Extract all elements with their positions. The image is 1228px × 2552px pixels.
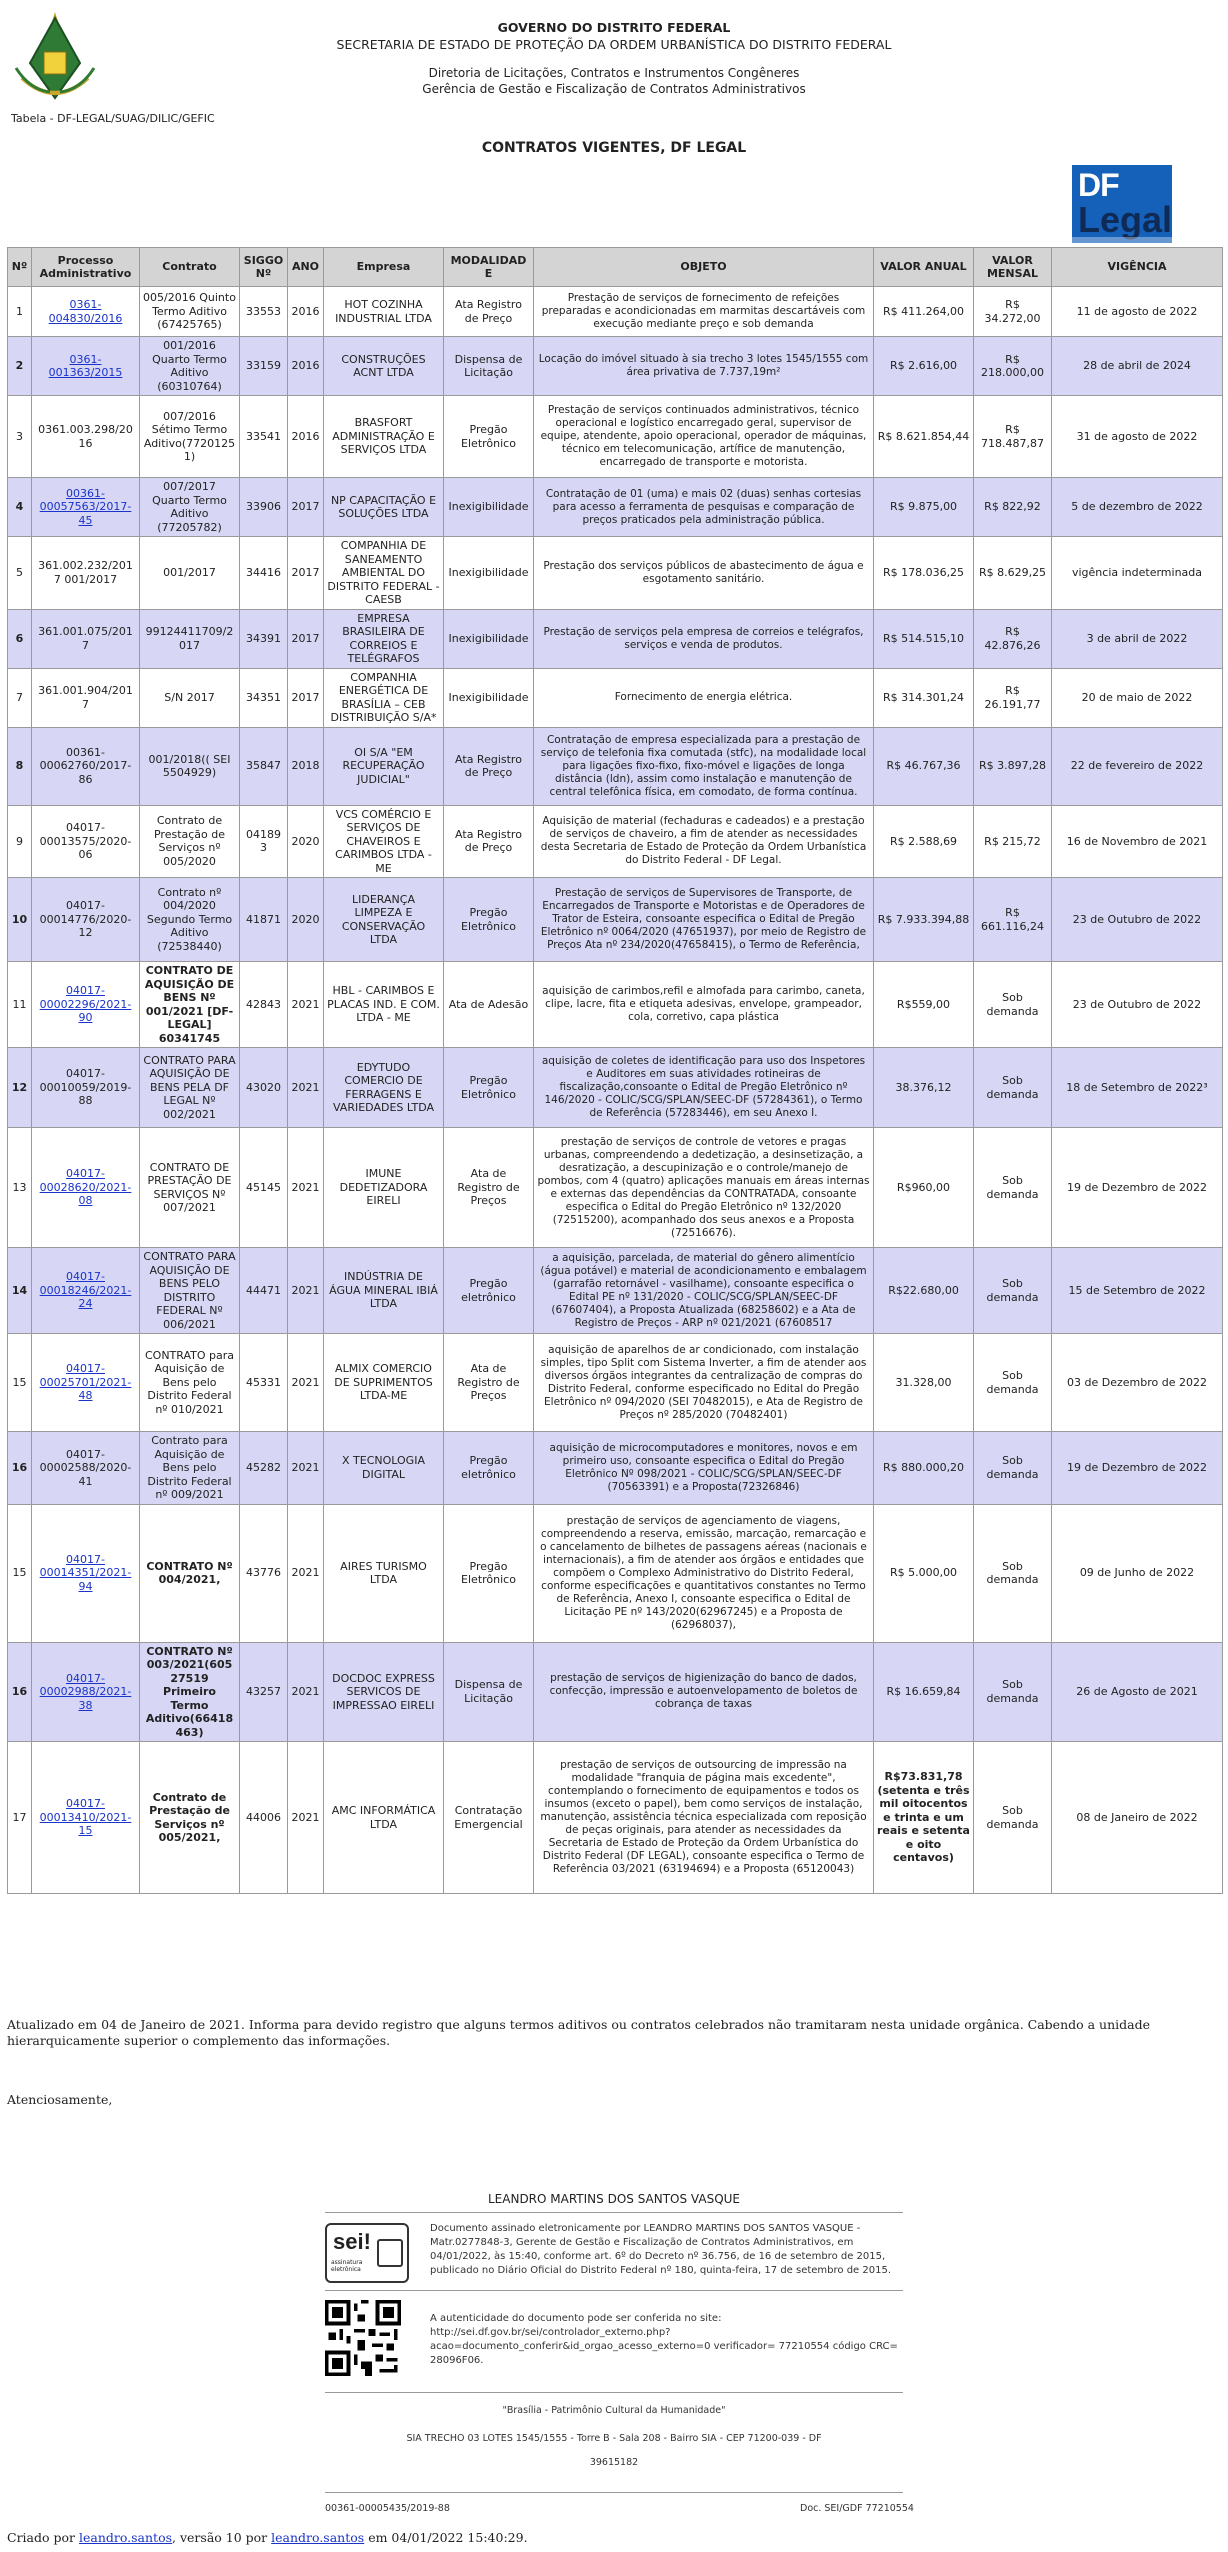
table-row: [8, 287, 1223, 337]
divider: [325, 2392, 903, 2393]
cell-ano: 2016: [288, 396, 324, 478]
cell-siggo: 33541: [240, 396, 288, 478]
cell-empresa: AMC INFORMÁTICA LTDA: [324, 1742, 444, 1894]
cell-objeto: Prestação de serviços pela empresa de correios e telégrafos, serviços e venda de produtos.: [534, 609, 874, 668]
cell-siggo: 33159: [240, 337, 288, 396]
process-link[interactable]: 04017-00002296/2021-90: [39, 984, 132, 1025]
brasilia-motto: "Brasília - Patrimônio Cultural da Humanidade": [502, 2405, 726, 2416]
cell-vigencia: 19 de Dezembro de 2022: [1052, 1128, 1223, 1248]
table-row: [8, 1432, 1223, 1505]
cell-n: 15: [8, 1504, 32, 1642]
cell-mensal: R$ 34.272,00: [974, 287, 1052, 337]
cell-n: 11: [8, 962, 32, 1048]
cell-proc: 361.002.232/2017 001/2017: [32, 537, 140, 610]
cell-proc: 361.001.904/2017: [32, 668, 140, 727]
cell-mensal: Sob demanda: [974, 1248, 1052, 1334]
cell-mensal: R$ 26.191,77: [974, 668, 1052, 727]
process-link[interactable]: 04017-00014351/2021-94: [39, 1552, 132, 1593]
process-link[interactable]: 04017-00028620/2021-08: [39, 1167, 132, 1208]
created-prefix: Criado por: [7, 2530, 75, 2545]
cell-modalidade: Inexigibilidade: [444, 668, 534, 727]
cell-ano: 2017: [288, 668, 324, 727]
column-header: OBJETO: [534, 248, 874, 287]
cell-vigencia: 08 de Janeiro de 2022: [1052, 1742, 1223, 1894]
column-header: VALOR ANUAL: [874, 248, 974, 287]
cell-contrato: 99124411709/2017: [140, 609, 240, 668]
cell-siggo: 43257: [240, 1642, 288, 1742]
cell-vigencia: 16 de Novembro de 2021: [1052, 805, 1223, 878]
creation-info: [7, 2530, 528, 2545]
cell-modalidade: Inexigibilidade: [444, 478, 534, 537]
cell-ano: 2020: [288, 878, 324, 962]
cell-siggo: 34351: [240, 668, 288, 727]
cell-proc: [32, 962, 140, 1048]
column-header: ANO: [288, 248, 324, 287]
cell-contrato: CONTRATO PARA AQUISIÇÃO DE BENS PELA DF LEGAL Nº 002/2021: [140, 1048, 240, 1128]
verification-text: A autenticidade do documento pode ser conferida no site: http://sei.df.gov.br/sei/controlador_externo.php?acao=documento_conferir&id_orgao_acesso_externo=0 verificador= 77210554 código CRC= 28096F06.: [430, 2313, 898, 2366]
cell-vigencia: 03 de Dezembro de 2022: [1052, 1334, 1223, 1432]
cell-proc: 04017-00002588/2020-41: [32, 1432, 140, 1505]
divider: [325, 2492, 903, 2493]
cell-empresa: EMPRESA BRASILEIRA DE CORREIOS E TELÉGRAFOS: [324, 609, 444, 668]
cell-objeto: Aquisição de material (fechaduras e cadeados) e a prestação de serviços de chaveiro, a fim de atender as necessidades desta Secretaria de Estado de Proteção da Ordem Urbanística do Distrito Federal - DF Legal.: [534, 805, 874, 878]
modified-user-link[interactable]: leandro.santos: [271, 2530, 365, 2545]
cell-modalidade: Inexigibilidade: [444, 537, 534, 610]
cell-n: 2: [8, 337, 32, 396]
process-link[interactable]: 04017-00018246/2021-24: [39, 1270, 132, 1311]
cell-objeto: Contratação de 01 (uma) e mais 02 (duas) senhas cortesias para acesso a ferramenta de pesquisas e comparação de preços praticados pela administração pública.: [534, 478, 874, 537]
cell-anual: R$ 46.767,36: [874, 727, 974, 805]
column-header: SIGGO Nº: [240, 248, 288, 287]
cell-n: 4: [8, 478, 32, 537]
cell-empresa: CONSTRUÇÕES ACNT LTDA: [324, 337, 444, 396]
cell-n: 17: [8, 1742, 32, 1894]
cell-modalidade: Pregão Eletrônico: [444, 1048, 534, 1128]
cell-objeto: Prestação de serviços de fornecimento de refeições preparadas e acondicionadas em marmitas descartáveis com execução mediante preço e sob demanda: [534, 287, 874, 337]
cell-mensal: Sob demanda: [974, 1742, 1052, 1894]
cell-ano: 2020: [288, 805, 324, 878]
lock-icon: [377, 2239, 403, 2267]
document-reference: Doc. SEI/GDF 77210554: [800, 2503, 914, 2514]
cell-contrato: Contrato de Prestação de Serviços nº 005/2020: [140, 805, 240, 878]
cell-anual: R$ 5.000,00: [874, 1504, 974, 1642]
cell-modalidade: Inexigibilidade: [444, 609, 534, 668]
cell-objeto: Prestação dos serviços públicos de abastecimento de água e esgotamento sanitário.: [534, 537, 874, 610]
cell-anual: R$ 9.875,00: [874, 478, 974, 537]
cell-empresa: COMPANHIA ENERGÉTICA DE BRASÍLIA – CEB DISTRIBUIÇÃO S/A*: [324, 668, 444, 727]
cell-objeto: aquisição de aparelhos de ar condicionado, com instalação simples, tipo Split com Sistema Inverter, a fim de atender aos diversos órgãos integrantes da centralização de compras do Distrito Federal, conforme especificado no Edital do Pregão Eletrônico nº 094/2020 (SEI 70482015), e Ata de Registro de Preços nº 285/2020 (70482401): [534, 1334, 874, 1432]
cell-siggo: 33906: [240, 478, 288, 537]
cell-objeto: Contratação de empresa especializada para a prestação de serviço de telefonia fixa comutada (stfc), na modalidade local para ligações fixo-fixo, fixo-móvel e ligações de longa distância (ldn), assim como instalação e manutenção de central telefônica física, em comodato, de forma contínua.: [534, 727, 874, 805]
cell-objeto: aquisição de microcomputadores e monitores, novos e em primeiro uso, consoante especifica o Edital do Pregão Eletrônico Nº 098/2021 - COLIC/SCG/SPLAN/SEEC-DF (70563391) e a Proposta(72326846): [534, 1432, 874, 1505]
cell-n: 6: [8, 609, 32, 668]
cell-siggo: 44006: [240, 1742, 288, 1894]
government-name: GOVERNO DO DISTRITO FEDERAL: [497, 20, 731, 35]
cell-mensal: R$ 718.487,87: [974, 396, 1052, 478]
created-user-link[interactable]: leandro.santos: [78, 2530, 173, 2545]
cell-n: 10: [8, 878, 32, 962]
cell-objeto: Locação do imóvel situado à sia trecho 3 lotes 1545/1555 com área privativa de 7.737,19m²: [534, 337, 874, 396]
cell-anual: R$ 2.616,00: [874, 337, 974, 396]
cell-empresa: VCS COMÉRCIO E SERVIÇOS DE CHAVEIROS E CARIMBOS LTDA - ME: [324, 805, 444, 878]
column-header: VALOR MENSAL: [974, 248, 1052, 287]
table-row: [8, 1048, 1223, 1128]
cell-vigencia: 3 de abril de 2022: [1052, 609, 1223, 668]
cell-mensal: R$ 661.116,24: [974, 878, 1052, 962]
cell-siggo: 45145: [240, 1128, 288, 1248]
process-link[interactable]: 0361-004830/2016: [48, 298, 123, 325]
cell-n: 3: [8, 396, 32, 478]
table-row: [8, 878, 1223, 962]
cell-vigencia: 28 de abril de 2024: [1052, 337, 1223, 396]
cell-anual: 38.376,12: [874, 1048, 974, 1128]
cell-n: 5: [8, 537, 32, 610]
process-link[interactable]: 0361-001363/2015: [48, 352, 123, 379]
cell-siggo: 45282: [240, 1432, 288, 1505]
cell-ano: 2021: [288, 1432, 324, 1505]
cell-objeto: a aquisição, parcelada, de material do gênero alimentício (água potável) e material de acondicionamento e embalagem (garrafão retornável - vasilhame), consoante especifica o Edital PE nº 131/2020 - COLIC/SCG/SPLAN/SEEC-DF (67607404), a Proposta Atualizada (68258602) e a Ata de Registro de Preços - ARP nº 021/2021 (67608517: [534, 1248, 874, 1334]
cell-vigencia: 22 de fevereiro de 2022: [1052, 727, 1223, 805]
cell-modalidade: Contratação Emergencial: [444, 1742, 534, 1894]
document-header: [0, 0, 1228, 170]
cell-mensal: Sob demanda: [974, 1128, 1052, 1248]
cell-mensal: Sob demanda: [974, 1048, 1052, 1128]
cell-contrato: 001/2018(( SEI 5504929): [140, 727, 240, 805]
cell-n: 15: [8, 1334, 32, 1432]
cell-n: 13: [8, 1128, 32, 1248]
cell-anual: R$ 2.588,69: [874, 805, 974, 878]
cell-siggo: 43776: [240, 1504, 288, 1642]
column-header: Empresa: [324, 248, 444, 287]
table-row: [8, 1128, 1223, 1248]
cell-proc: [32, 1334, 140, 1432]
cell-proc: 00361-00062760/2017-86: [32, 727, 140, 805]
cell-empresa: HBL - CARIMBOS E PLACAS IND. E COM. LTDA - ME: [324, 962, 444, 1048]
cell-contrato: 001/2017: [140, 537, 240, 610]
sign-off: Atenciosamente,: [7, 2092, 113, 2107]
logo-text-bottom: Legal: [1078, 199, 1173, 240]
cell-ano: 2021: [288, 962, 324, 1048]
cell-ano: 2017: [288, 478, 324, 537]
cell-siggo: 041893: [240, 805, 288, 878]
cell-siggo: 34416: [240, 537, 288, 610]
table-row: [8, 805, 1223, 878]
cell-vigencia: 15 de Setembro de 2022: [1052, 1248, 1223, 1334]
table-row: [8, 1642, 1223, 1742]
cell-empresa: DOCDOC EXPRESS SERVICOS DE IMPRESSAO EIRELI: [324, 1642, 444, 1742]
table-row: [8, 478, 1223, 537]
cell-empresa: EDYTUDO COMERCIO DE FERRAGENS E VARIEDADES LTDA: [324, 1048, 444, 1128]
cell-mensal: R$ 822,92: [974, 478, 1052, 537]
logo-text-top: DF: [1078, 167, 1119, 203]
cell-contrato: CONTRATO para Aquisição de Bens pelo Distrito Federal nº 010/2021: [140, 1334, 240, 1432]
cell-vigencia: 19 de Dezembro de 2022: [1052, 1432, 1223, 1505]
table-header-row: [8, 248, 1223, 287]
table-row: [8, 1504, 1223, 1642]
cell-empresa: COMPANHIA DE SANEAMENTO AMBIENTAL DO DISTRITO FEDERAL - CAESB: [324, 537, 444, 610]
cell-anual: R$ 16.659,84: [874, 1642, 974, 1742]
cell-contrato: Contrato de Prestação de Serviços nº 005/2021,: [140, 1742, 240, 1894]
table-row: [8, 1248, 1223, 1334]
cell-modalidade: Dispensa de Licitação: [444, 1642, 534, 1742]
cell-contrato: Contrato para Aquisição de Bens pelo Distrito Federal nº 009/2021: [140, 1432, 240, 1505]
cell-proc: [32, 1504, 140, 1642]
divider: [325, 2290, 903, 2291]
address: SIA TRECHO 03 LOTES 1545/1555 - Torre B - Sala 208 - Bairro SIA - CEP 71200-039 - DF: [406, 2433, 822, 2444]
cell-ano: 2021: [288, 1504, 324, 1642]
cell-objeto: aquisição de coletes de identificação para uso dos Inspetores e Auditores em suas atividades rotineiras de fiscalização,consoante o Edital de Pregão Eletrônico nº 146/2020 - COLIC/SCG/SPLAN/SEEC-DF (57284361), o Termo de Referência (57283446), em seu Anexo I.: [534, 1048, 874, 1128]
cell-modalidade: Pregão Eletrônico: [444, 1504, 534, 1642]
cell-objeto: prestação de serviços de outsourcing de impressão na modalidade "franquia de página mais excedente", contemplando o fornecimento de equipamentos e todos os insumos (exceto o papel), bem como serviços de instalação, manutenção, assistência técnica especializada com reposição de peças originais, para atender as necessidades da Secretaria de Estado de Proteção da Ordem Urbanística do Distrito Federal (DF LEGAL), consoante especifica o Termo de Referência 03/2021 (63194694) e a Proposta (65120043): [534, 1742, 874, 1894]
cell-empresa: IMUNE DEDETIZADORA EIRELI: [324, 1128, 444, 1248]
cell-contrato: Contrato nº 004/2020 Segundo Termo Aditivo (72538440): [140, 878, 240, 962]
cell-ano: 2021: [288, 1334, 324, 1432]
cell-vigencia: 11 de agosto de 2022: [1052, 287, 1223, 337]
cell-proc: 361.001.075/2017: [32, 609, 140, 668]
cell-anual: R$559,00: [874, 962, 974, 1048]
cell-siggo: 43020: [240, 1048, 288, 1128]
cell-n: 1: [8, 287, 32, 337]
cell-objeto: aquisição de carimbos,refil e almofada para carimbo, caneta, clipe, lacre, fita e etiqueta adesivas, envelope, grampeador, cola, corretivo, capa plástica: [534, 962, 874, 1048]
cell-modalidade: Ata Registro de Preço: [444, 727, 534, 805]
cell-mensal: Sob demanda: [974, 1432, 1052, 1505]
cell-empresa: BRASFORT ADMINISTRAÇÃO E SERVIÇOS LTDA: [324, 396, 444, 478]
cell-mensal: R$ 218.000,00: [974, 337, 1052, 396]
management-name: Gerência de Gestão e Fiscalização de Contratos Administrativos: [422, 82, 806, 96]
process-link[interactable]: 04017-00025701/2021-48: [39, 1362, 132, 1403]
cell-empresa: LIDERANÇA LIMPEZA E CONSERVAÇÃO LTDA: [324, 878, 444, 962]
cell-objeto: Prestação de serviços de Supervisores de Transporte, de Encarregados de Transporte e Motoristas e de Operadores de Trator de Esteira, consoante especifica o Edital de Pregão Eletrônico nº 0064/2020 (47651937), por meio de Registro de Preços Ata nº 234/2020(47658415), o Termo de Referência,: [534, 878, 874, 962]
cell-anual: R$ 411.264,00: [874, 287, 974, 337]
column-header: Contrato: [140, 248, 240, 287]
qr-code-icon: [325, 2300, 401, 2376]
cell-ano: 2017: [288, 609, 324, 668]
cell-mensal: Sob demanda: [974, 962, 1052, 1048]
signature-statement: Documento assinado eletronicamente por LEANDRO MARTINS DOS SANTOS VASQUE - Matr.0277848-3, Gerente de Gestão e Fiscalização de Contratos Administrativos, em 04/01/2022, às 15:40, conforme art. 6º do Decreto nº 36.756, de 16 de setembro de 2015, publicado no Diário Oficial do Distrito Federal nº 180, quinta-feira, 17 de setembro de 2015.: [430, 2223, 892, 2276]
cell-contrato: 007/2016 Sétimo Termo Aditivo(77201251): [140, 396, 240, 478]
cell-anual: R$22.680,00: [874, 1248, 974, 1334]
cell-anual: 31.328,00: [874, 1334, 974, 1432]
cell-anual: R$ 514.515,10: [874, 609, 974, 668]
cell-modalidade: Dispensa de Licitação: [444, 337, 534, 396]
cell-proc: 0361.003.298/2016: [32, 396, 140, 478]
column-header: Nº: [8, 248, 32, 287]
update-note: Atualizado em 04 de Janeiro de 2021. Informa para devido registro que alguns termos aditivos ou contratos celebrados não tramitaram nesta unidade orgânica. Cabendo a unidade hierarquicamente superior o complemento das informações.: [7, 2017, 1150, 2048]
cell-mensal: R$ 42.876,26: [974, 609, 1052, 668]
cell-vigencia: vigência indeterminada: [1052, 537, 1223, 610]
created-mid: , versão 10 por: [172, 2530, 268, 2545]
divider: [325, 2212, 903, 2213]
cell-ano: 2016: [288, 337, 324, 396]
process-link[interactable]: 04017-00002988/2021-38: [39, 1671, 132, 1712]
cell-modalidade: Ata de Registro de Preços: [444, 1334, 534, 1432]
cell-empresa: HOT COZINHA INDUSTRIAL LTDA: [324, 287, 444, 337]
cell-proc: [32, 337, 140, 396]
cell-vigencia: 31 de agosto de 2022: [1052, 396, 1223, 478]
column-header: VIGÊNCIA: [1052, 248, 1223, 287]
created-suffix: em 04/01/2022 15:40:29.: [368, 2530, 528, 2545]
cell-siggo: 34391: [240, 609, 288, 668]
cell-mensal: R$ 3.897,28: [974, 727, 1052, 805]
cell-vigencia: 23 de Outubro de 2022: [1052, 962, 1223, 1048]
cell-anual: R$960,00: [874, 1128, 974, 1248]
cell-anual: R$73.831,78 (setenta e três mil oitocentos e trinta e um reais e setenta e oito centavos): [874, 1742, 974, 1894]
contracts-table: [7, 247, 1223, 1894]
cell-vigencia: 20 de maio de 2022: [1052, 668, 1223, 727]
cell-modalidade: Pregão Eletrônico: [444, 396, 534, 478]
process-reference: 00361-00005435/2019-88: [325, 2503, 450, 2514]
cell-siggo: 41871: [240, 878, 288, 962]
cell-ano: 2017: [288, 537, 324, 610]
cell-empresa: INDÚSTRIA DE ÁGUA MINERAL IBIÁ LTDA: [324, 1248, 444, 1334]
cell-empresa: ALMIX COMERCIO DE SUPRIMENTOS LTDA-ME: [324, 1334, 444, 1432]
cell-modalidade: Ata de Registro de Preços: [444, 1128, 534, 1248]
cell-modalidade: Pregão eletrônico: [444, 1432, 534, 1505]
cell-anual: R$ 7.933.394,88: [874, 878, 974, 962]
cell-contrato: CONTRATO DE PRESTAÇÃO DE SERVIÇOS Nº 007/2021: [140, 1128, 240, 1248]
cell-siggo: 33553: [240, 287, 288, 337]
cell-n: 16: [8, 1642, 32, 1742]
cell-objeto: prestação de serviços de controle de vetores e pragas urbanas, compreendendo a dedetização, a desinsetização, a desratização, a descupinização e o controle/manejo de pombos, com 4 (quatro) aplicações manuais em áreas internas e externas das dependências da CONTRATADA, consoante especifica o Edital do Pregão Eletrônico nº 132/2020 (72515200), acompanhado dos seus anexos e a Proposta (72516676).: [534, 1128, 874, 1248]
cell-siggo: 35847: [240, 727, 288, 805]
table-reference: Tabela - DF-LEGAL/SUAG/DILIC/GEFIC: [11, 112, 215, 125]
cell-n: 9: [8, 805, 32, 878]
sei-logo: [325, 2223, 409, 2283]
table-row: [8, 337, 1223, 396]
cell-ano: 2021: [288, 1248, 324, 1334]
cell-siggo: 44471: [240, 1248, 288, 1334]
table-row: [8, 1334, 1223, 1432]
cell-contrato: 001/2016 Quarto Termo Aditivo (60310764): [140, 337, 240, 396]
cell-vigencia: 5 de dezembro de 2022: [1052, 478, 1223, 537]
cell-modalidade: Pregão Eletrônico: [444, 878, 534, 962]
table-row: [8, 727, 1223, 805]
cell-empresa: X TECNOLOGIA DIGITAL: [324, 1432, 444, 1505]
table-row: [8, 609, 1223, 668]
cell-siggo: 42843: [240, 962, 288, 1048]
secretariat-name: SECRETARIA DE ESTADO DE PROTEÇÃO DA ORDEM URBANÍSTICA DO DISTRITO FEDERAL: [336, 37, 892, 52]
cell-proc: [32, 1248, 140, 1334]
directorate-name: Diretoria de Licitações, Contratos e Instrumentos Congêneres: [428, 66, 800, 80]
cell-n: 8: [8, 727, 32, 805]
cell-ano: 2018: [288, 727, 324, 805]
cell-proc: [32, 478, 140, 537]
cell-ano: 2016: [288, 287, 324, 337]
cell-vigencia: 18 de Setembro de 2022³: [1052, 1048, 1223, 1128]
signer-name: LEANDRO MARTINS DOS SANTOS VASQUE: [487, 2192, 741, 2206]
cell-siggo: 45331: [240, 1334, 288, 1432]
cell-ano: 2021: [288, 1742, 324, 1894]
cell-mensal: Sob demanda: [974, 1334, 1052, 1432]
cell-empresa: NP CAPACITAÇÃO E SOLUÇÕES LTDA: [324, 478, 444, 537]
cell-contrato: CONTRATO PARA AQUISIÇÃO DE BENS PELO DISTRITO FEDERAL Nº 006/2021: [140, 1248, 240, 1334]
cell-vigencia: 26 de Agosto de 2021: [1052, 1642, 1223, 1742]
table-row: [8, 1742, 1223, 1894]
cell-modalidade: Ata Registro de Preço: [444, 805, 534, 878]
phone: 39615182: [589, 2457, 639, 2468]
cell-mensal: Sob demanda: [974, 1642, 1052, 1742]
cell-modalidade: Ata Registro de Preço: [444, 287, 534, 337]
cell-mensal: Sob demanda: [974, 1504, 1052, 1642]
cell-objeto: prestação de serviços de higienização do banco de dados, confecção, impressão e autoenvelopamento de boletos de cobrança de taxas: [534, 1642, 874, 1742]
cell-empresa: OI S/A "EM RECUPERAÇÃO JUDICIAL": [324, 727, 444, 805]
cell-proc: 04017-00013575/2020-06: [32, 805, 140, 878]
cell-contrato: CONTRATO Nº 004/2021,: [140, 1504, 240, 1642]
cell-n: 7: [8, 668, 32, 727]
cell-proc: [32, 287, 140, 337]
page-title: CONTRATOS VIGENTES, DF LEGAL: [481, 140, 747, 156]
df-legal-logo: [1072, 165, 1172, 243]
cell-n: 12: [8, 1048, 32, 1128]
cell-n: 16: [8, 1432, 32, 1505]
cell-proc: [32, 1642, 140, 1742]
column-header: MODALIDADE: [444, 248, 534, 287]
process-link[interactable]: 04017-00013410/2021-15: [39, 1797, 132, 1838]
cell-n: 14: [8, 1248, 32, 1334]
cell-anual: R$ 880.000,20: [874, 1432, 974, 1505]
cell-vigencia: 09 de Junho de 2022: [1052, 1504, 1223, 1642]
table-row: [8, 962, 1223, 1048]
cell-vigencia: 23 de Outubro de 2022: [1052, 878, 1223, 962]
sei-logo-subtitle: assinatura eletrônica: [331, 2259, 363, 2273]
table-row: [8, 396, 1223, 478]
process-link[interactable]: 00361-00057563/2017-45: [39, 486, 132, 527]
cell-anual: R$ 8.621.854,44: [874, 396, 974, 478]
table-row: [8, 537, 1223, 610]
column-header: Processo Administrativo: [32, 248, 140, 287]
cell-objeto: Prestação de serviços continuados administrativos, técnico operacional e logístico encarregado geral, supervisor de equipe, atendente, apoio operacional, operador de máquinas, técnico em telecomunicação, artífice de manutenção, encarregado de transporte e motorista.: [534, 396, 874, 478]
cell-contrato: 007/2017 Quarto Termo Aditivo (77205782): [140, 478, 240, 537]
cell-empresa: AIRES TURISMO LTDA: [324, 1504, 444, 1642]
cell-modalidade: Ata de Adesão: [444, 962, 534, 1048]
cell-contrato: CONTRATO DE AQUISIÇÃO DE BENS Nº 001/2021 [DF-LEGAL] 60341745: [140, 962, 240, 1048]
cell-mensal: R$ 215,72: [974, 805, 1052, 878]
cell-ano: 2021: [288, 1642, 324, 1742]
cell-modalidade: Pregão eletrônico: [444, 1248, 534, 1334]
cell-proc: 04017-00014776/2020-12: [32, 878, 140, 962]
cell-contrato: 005/2016 Quinto Termo Aditivo (67425765): [140, 287, 240, 337]
cell-objeto: prestação de serviços de agenciamento de viagens, compreendendo a reserva, emissão, marcação, remarcação e o cancelamento de bilhetes de passagens aéreas (nacionais e internacionais), a fim de atender aos órgãos e entidades que compõem o Complexo Administrativo do Distrito Federal, conforme especificações e quantitativos constantes no Termo de Referência, Anexo I, consoante especifica o Edital de Licitação PE nº 143/2020(62967245) e a Proposta de (62968037),: [534, 1504, 874, 1642]
cell-contrato: CONTRATO Nº 003/2021(60527519 Primeiro Termo Aditivo(66418463): [140, 1642, 240, 1742]
cell-proc: [32, 1742, 140, 1894]
cell-proc: 04017-00010059/2019-88: [32, 1048, 140, 1128]
cell-anual: R$ 178.036,25: [874, 537, 974, 610]
cell-ano: 2021: [288, 1128, 324, 1248]
cell-objeto: Fornecimento de energia elétrica.: [534, 668, 874, 727]
sei-logo-text: sei!: [333, 2229, 371, 2254]
table-row: [8, 668, 1223, 727]
cell-anual: R$ 314.301,24: [874, 668, 974, 727]
cell-mensal: R$ 8.629,25: [974, 537, 1052, 610]
cell-proc: [32, 1128, 140, 1248]
cell-contrato: S/N 2017: [140, 668, 240, 727]
cell-ano: 2021: [288, 1048, 324, 1128]
